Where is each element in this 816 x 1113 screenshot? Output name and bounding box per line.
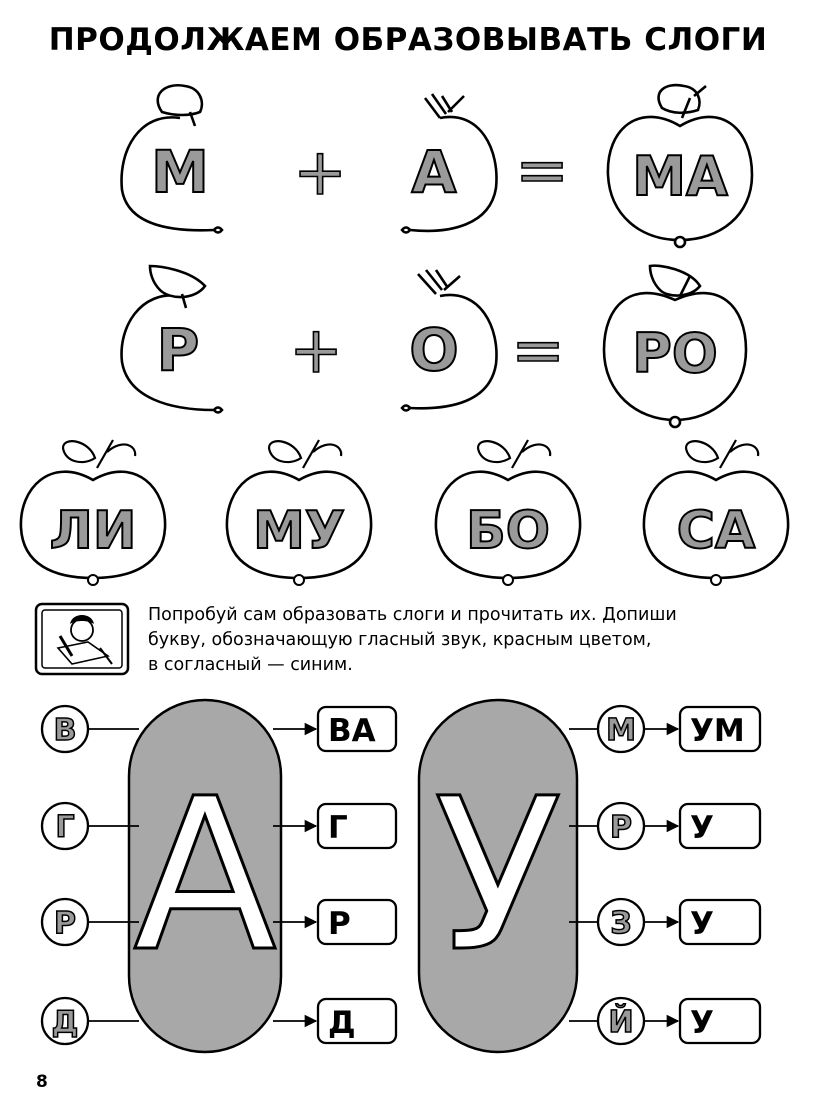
plus-sign: +	[289, 314, 343, 388]
vowel-letter: О	[409, 316, 459, 384]
consonant-letter: М	[151, 138, 209, 206]
consonant-circle-letter: Й	[608, 1005, 634, 1040]
consonant-circle-letter: Р	[54, 906, 76, 941]
boy-writing-icon	[36, 604, 128, 674]
syllable-answer-text: У	[690, 1005, 714, 1041]
consonant-circle-letter: Д	[51, 1005, 79, 1040]
syllable-result: МА	[632, 145, 728, 208]
consonant-circle-letter: М	[606, 713, 636, 748]
syllable-answer-text: ВА	[328, 713, 376, 749]
syllable-answer-text: Р	[328, 906, 351, 942]
apple-syllable	[227, 440, 371, 585]
consonant-circle-letter: З	[610, 906, 632, 941]
instruction-line: букву, обозначающую гласный звук, красным цветом,	[148, 630, 652, 650]
plus-sign: +	[293, 136, 347, 210]
instruction-text	[148, 603, 788, 678]
exercise-u	[419, 700, 760, 1052]
apple-syllable-text: ЛИ	[49, 501, 137, 561]
consonant-letter: Р	[156, 316, 200, 384]
exercise-a	[42, 700, 396, 1052]
page-number: 8	[36, 1072, 48, 1092]
syllable-answer-text: У	[690, 810, 714, 846]
syllable-answer-text: Д	[328, 1005, 356, 1041]
syllable-answer-text: УМ	[690, 713, 745, 749]
syllable-result: РО	[632, 322, 718, 385]
apple-syllable-text: СА	[676, 501, 756, 561]
big-vowel-letter: А	[133, 753, 277, 998]
apple-syllable-text: МУ	[253, 501, 345, 561]
consonant-circle-letter: В	[53, 713, 77, 748]
page-title: ПРОДОЛЖАЕМ ОБРАЗОВЫВАТЬ СЛОГИ	[48, 22, 768, 58]
apple-syllable	[436, 440, 580, 585]
apple-syllable	[21, 440, 165, 585]
consonant-circle-letter: Г	[55, 810, 75, 845]
vowel-letter: А	[411, 138, 457, 206]
big-vowel-letter: У	[434, 753, 562, 998]
consonant-circle-letter: Р	[610, 810, 632, 845]
apple-syllable	[644, 440, 788, 585]
syllable-answer-text: У	[690, 906, 714, 942]
instruction-line: Попробуй сам образовать слоги и прочитать их. Допиши	[148, 605, 677, 625]
equals-sign: =	[511, 314, 565, 388]
instruction-line: в согласный — синим.	[148, 655, 353, 675]
syllable-answer-text: Г	[328, 810, 348, 846]
equals-sign: =	[515, 134, 569, 208]
apple-syllable-text: БО	[466, 501, 550, 561]
